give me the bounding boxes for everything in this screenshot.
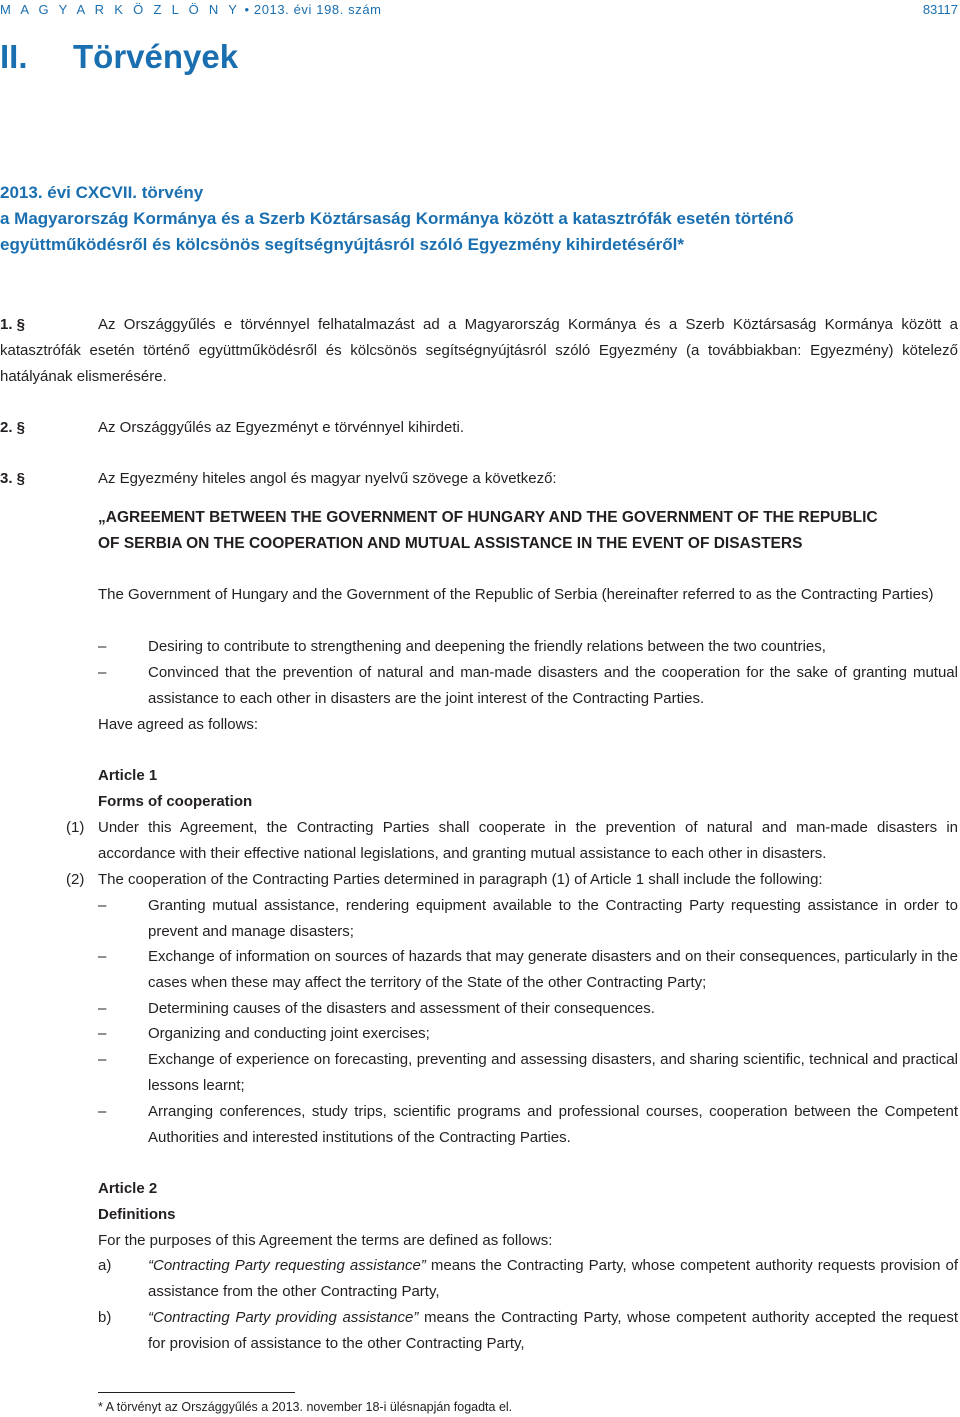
recital [98, 660, 958, 712]
definition-body: means the Contracting Party, whose competent authority accepted the request for provision of assistance to the other Contracting Party, [148, 1309, 958, 1352]
article-2-title: Article 2 [98, 1180, 158, 1197]
paragraph-number: 1. § [0, 316, 26, 333]
dash-marker: – [98, 897, 107, 914]
issue-number: 2013. évi 198. szám [253, 2, 382, 17]
running-header [0, 2, 382, 17]
definitions-intro: For the purposes of this Agreement the terms are defined as follows: [98, 1232, 553, 1249]
paragraph-2 [0, 415, 958, 441]
definition-a [98, 1253, 958, 1305]
definition-b [98, 1305, 958, 1357]
dash-marker: – [98, 1000, 107, 1017]
list-item [98, 1021, 958, 1047]
dash-marker: – [98, 664, 107, 681]
list-item-text: Determining causes of the disasters and assessment of their consequences. [148, 1000, 655, 1017]
definition-body: means the Contracting Party, whose competent authority requests provision of assistance from the other Contracting Party, [148, 1257, 958, 1300]
dash-marker: – [98, 1051, 107, 1068]
definition-text [148, 1305, 958, 1357]
paragraph-1 [0, 312, 958, 390]
recital-text: Convinced that the prevention of natural and man-made disasters and the cooperation for the sake of granting mutual assistance to each other in disasters are the joint interest of the Contracting Parties. [148, 664, 958, 707]
article-1-title: Article 1 [98, 767, 158, 784]
section-number: II. [0, 38, 28, 75]
paragraph-text: Az Országgyűlés az Egyezményt e törvénnyel kihirdeti. [98, 419, 464, 436]
list-item [98, 893, 958, 945]
list-item [98, 944, 958, 996]
agreement-heading-line: OF SERBIA ON THE COOPERATION AND MUTUAL ASSISTANCE IN THE EVENT OF DISASTERS [98, 535, 803, 552]
preamble: The Government of Hungary and the Government of the Republic of Serbia (hereinafter referred to as the Contracting Parties) [98, 586, 934, 603]
agreement-heading [98, 505, 958, 557]
list-item-text: Organizing and conducting joint exercises; [148, 1025, 430, 1042]
paragraph-marker: (2) [66, 871, 85, 888]
paragraph-text: The cooperation of the Contracting Parties determined in paragraph (1) of Article 1 shall include the following: [98, 871, 823, 888]
agreement-heading-line: „AGREEMENT BETWEEN THE GOVERNMENT OF HUNGARY AND THE GOVERNMENT OF THE REPUBLIC [98, 509, 878, 526]
list-item [98, 1099, 958, 1151]
paragraph-3 [0, 466, 958, 492]
list-item-text: Arranging conferences, study trips, scientific programs and professional courses, cooperation between the Competent Authorities and interested institutions of the Contracting Parties. [148, 1103, 958, 1146]
article-1-paragraph-2 [66, 867, 958, 893]
article-2-subtitle: Definitions [98, 1206, 176, 1223]
agreed-statement: Have agreed as follows: [98, 716, 259, 733]
law-title [0, 180, 794, 258]
recital [98, 634, 958, 660]
defined-term: “Contracting Party providing assistance” [148, 1309, 419, 1326]
footnote-rule [98, 1392, 295, 1393]
dash-marker: – [98, 948, 107, 965]
list-item-text: Granting mutual assistance, rendering equipment available to the Contracting Party requesting assistance in order to prevent and manage disasters; [148, 897, 958, 940]
law-title-line: együttműködésről és kölcsönös segítségnyújtásról szóló Egyezmény kihirdetéséről* [0, 235, 684, 254]
article-1-paragraph-1 [66, 815, 958, 867]
footnote: * A törvényt az Országgyűlés a 2013. november 18-i ülésnapján fogadta el. [98, 1400, 513, 1414]
recital-text: Desiring to contribute to strengthening and deepening the friendly relations between the two countries, [148, 638, 826, 655]
list-item [98, 996, 958, 1022]
section-title [0, 38, 238, 76]
list-item-text: Exchange of information on sources of hazards that may generate disasters and on their consequences, particularly in the cases when these may affect the territory of the State of the other Contracting Party; [148, 948, 958, 991]
paragraph-number: 2. § [0, 419, 26, 436]
item-letter: b) [98, 1309, 112, 1326]
law-number: 2013. évi CXCVII. törvény [0, 183, 204, 202]
page-number: 83117 [922, 2, 958, 17]
paragraph-marker: (1) [66, 819, 85, 836]
dash-marker: – [98, 638, 107, 655]
list-item-text: Exchange of experience on forecasting, preventing and assessing disasters, and sharing scientific, technical and practical lessons learnt; [148, 1051, 958, 1094]
paragraph-number: 3. § [0, 470, 26, 487]
paragraph-text: Under this Agreement, the Contracting Parties shall cooperate in the prevention of natural and man-made disasters in accordance with their effective national legislations, and granting mutual assistance to each other in disasters. [98, 819, 958, 862]
section-name: Törvények [73, 38, 239, 75]
law-title-line: a Magyarország Kormánya és a Szerb Köztársaság Kormánya között a katasztrófák esetén történő [0, 209, 794, 228]
defined-term: “Contracting Party requesting assistance” [148, 1257, 426, 1274]
paragraph-text: Az Országgyűlés e törvénnyel felhatalmazást ad a Magyarország Kormánya és a Szerb Köztársaság Kormánya között a katasztrófák esetén történő együttműködésről és kölcsönös segítségnyújtásról szóló Egyezmény (a továbbiakban: Egyezmény) kötelező hatályának elismerésére. [0, 316, 958, 385]
dash-marker: – [98, 1103, 107, 1120]
journal-name: M A G Y A R K Ö Z L Ö N Y [0, 2, 241, 17]
header-bullet: • [244, 2, 250, 17]
item-letter: a) [98, 1257, 112, 1274]
list-item [98, 1047, 958, 1099]
definition-text [148, 1253, 958, 1305]
article-1-subtitle: Forms of cooperation [98, 793, 253, 810]
paragraph-text: Az Egyezmény hiteles angol és magyar nyelvű szövege a következő: [98, 470, 557, 487]
dash-marker: – [98, 1025, 107, 1042]
